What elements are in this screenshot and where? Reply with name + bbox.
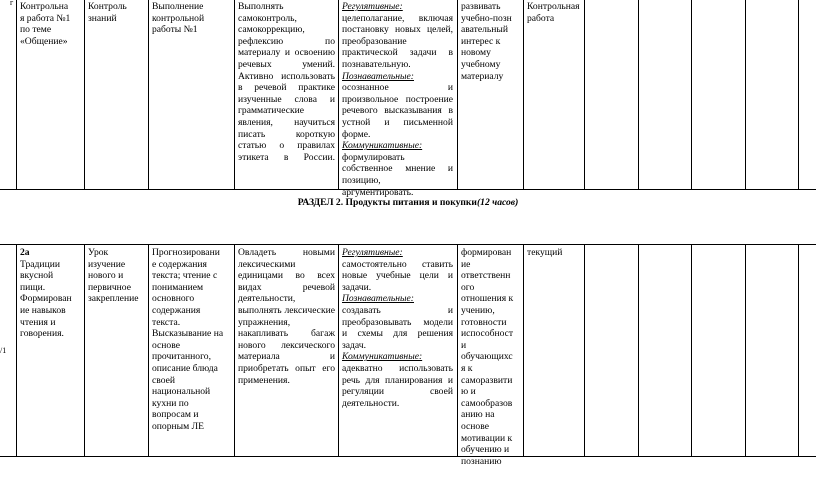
cell-text-line: речевых умений. [238, 58, 335, 70]
cell-text-line: выполнять лексические [238, 304, 335, 316]
table-border [84, 0, 85, 189]
cell-text-line: основе [152, 339, 180, 351]
cell-text-line: вопросам и [152, 409, 199, 421]
cell-text-line: описание блюда [152, 362, 218, 374]
cell-text-line: самообразов [461, 397, 513, 409]
cell-text-line: преобразование [342, 35, 407, 47]
cell-text-line: основного [152, 293, 195, 305]
table-border [523, 244, 524, 456]
lesson-topic-cell [20, 247, 82, 340]
cell-text-line: статью о правилах [238, 140, 335, 152]
cell-text-line: адекватно использовать [342, 362, 453, 374]
cell-text-line: готовности [461, 316, 507, 328]
cell-text-line: учению, [461, 304, 495, 316]
cell-text-line: целеполагание, включая [342, 12, 453, 24]
table-border [523, 0, 524, 189]
cell-text-line: авательный [461, 24, 508, 36]
cell-text-line: говорения. [20, 328, 64, 340]
lesson-number: 2а [20, 247, 30, 258]
table-border [16, 0, 17, 189]
table-border [338, 244, 339, 456]
cell-text-line: нового лексического [238, 339, 335, 351]
table-border [457, 244, 458, 456]
personal-results-cell [461, 247, 523, 467]
cell-text-line: Контрольная [527, 1, 580, 12]
row-number-fragment: /1 [0, 346, 7, 355]
cell-text-line: Выполнение [152, 1, 204, 12]
activity-cell [152, 1, 232, 36]
cell-text-line: ие навыков [20, 304, 66, 316]
cell-text-line: задач. [342, 339, 367, 351]
cell-text-line: материалу и освоению [238, 47, 335, 59]
cell-text-line: Традиции [20, 258, 60, 270]
cell-text-line: лексическими [238, 258, 296, 270]
cell-text-line: изучение [88, 258, 126, 270]
cell-text-line: чтения и [20, 316, 56, 328]
activity-cell [152, 247, 232, 433]
cell-text-line: текста; чтение с [152, 270, 218, 282]
cell-text-line: и [461, 339, 467, 351]
cell-text-line: я работа №1 [20, 12, 71, 24]
cell-text-line: саморазвити [461, 374, 513, 386]
cell-text-line: пищи. [20, 281, 46, 293]
table-border [798, 0, 799, 189]
cell-text-line: самоконтроль, [238, 12, 297, 24]
cell-text-line: задачи. [342, 281, 372, 293]
table-border [16, 244, 17, 456]
table-border [234, 244, 235, 456]
lesson-type-cell [88, 247, 146, 305]
cell-text-line: позицию, [342, 174, 381, 186]
cell-text-line: «Общение» [20, 35, 68, 47]
cell-text-line: постановку новых целей, [342, 24, 453, 36]
cell-text-line: Выполнять [238, 1, 284, 12]
cell-text-line: отношения к [461, 293, 514, 305]
cell-text-line: первичное [88, 281, 131, 293]
cell-text-line: деятельности. [342, 397, 400, 409]
cell-text-line: преобразовывать модели [342, 316, 453, 328]
cell-text-line: ответственн [461, 270, 511, 282]
cell-text-line: и схемы для решения [342, 328, 453, 340]
cell-text-line: регуляции своей [342, 386, 453, 398]
cell-text-line: Контрольна [20, 1, 69, 12]
cell-text-line: создавать и [342, 304, 453, 316]
cell-text-line: ие [461, 258, 471, 270]
cell-text-line: Прогнозировани [152, 247, 220, 258]
cell-text-line: грамматические [238, 105, 305, 117]
cell-text-line: прочитанного, [152, 351, 211, 363]
cell-text-line: Высказывание на [152, 328, 224, 340]
control-cell [527, 247, 583, 259]
cell-text-line: применения. [238, 374, 290, 386]
control-cell [527, 1, 583, 24]
cell-text-line: пониманием [152, 281, 204, 293]
cell-text-line: интерес к [461, 35, 501, 47]
cell-text-line: текста. [152, 316, 181, 328]
cell-text-line: вкусной [20, 270, 54, 282]
cell-text-line: накапливать багаж [238, 328, 335, 340]
uud-category-title: Познавательные: [342, 293, 414, 305]
cell-text-line: Активно использовать [238, 70, 335, 82]
cell-text-line: единицами во всех [238, 270, 335, 282]
cell-text-line: развивать [461, 1, 501, 12]
cell-text-line: формулировать [342, 151, 405, 163]
cell-text-line: ю и [461, 386, 476, 398]
outcomes-cell [238, 1, 335, 163]
table-border [0, 244, 816, 245]
table-border [84, 244, 85, 456]
cell-text-line: речевого высказывания в [342, 105, 453, 117]
cell-text-line: испособност [461, 328, 514, 340]
table-border [0, 456, 816, 457]
cell-text-line: учебному [461, 58, 501, 70]
row-number-fragment: г [10, 0, 14, 7]
uud-category-title: Коммуникативные: [342, 140, 423, 152]
cell-text-line: упражнения, [238, 316, 291, 328]
cell-text-line: опорным ЛЕ [152, 420, 204, 432]
cell-text-line: текущий [527, 247, 563, 258]
cell-text-line: собственное мнение и [342, 163, 453, 175]
table-border [638, 244, 639, 456]
cell-text-line: деятельности, [238, 293, 296, 305]
table-border [691, 0, 692, 189]
cell-text-line: е содержания [152, 258, 207, 270]
cell-text-line: основе [461, 420, 489, 432]
uud-cell [342, 1, 453, 198]
cell-text-line: обучению и [461, 444, 510, 456]
cell-text-line: мотивации к [461, 432, 513, 444]
table-border [234, 0, 235, 189]
table-border [745, 244, 746, 456]
cell-text-line: осознанное и [342, 82, 453, 94]
cell-text-line: знаний [88, 12, 117, 24]
cell-text-line: Формирован [20, 293, 72, 305]
table-border [338, 0, 339, 189]
table-border [148, 244, 149, 456]
cell-text-line: материала и [238, 351, 335, 363]
cell-text-line: новые учебные цели и [342, 270, 453, 282]
cell-text-line: обучающихс [461, 351, 513, 363]
cell-text-line: аргументировать. [342, 186, 414, 198]
cell-text-line: формирован [461, 247, 512, 258]
cell-text-line: видах речевой [238, 281, 335, 293]
cell-text-line: писать короткую [238, 128, 335, 140]
cell-text-line: рефлексию по [238, 35, 335, 47]
uud-category-title: Регулятивные: [342, 1, 403, 12]
table-border [798, 244, 799, 456]
cell-text-line: содержания [152, 304, 201, 316]
cell-text-line: новому [461, 47, 491, 59]
table-border [148, 0, 149, 189]
cell-text-line: работа [527, 12, 555, 24]
cell-text-line: закрепление [88, 293, 139, 305]
table-border [457, 0, 458, 189]
outcomes-cell [238, 247, 335, 386]
cell-text-line: форме. [342, 128, 371, 140]
table-border [691, 244, 692, 456]
cell-text-line: этикета в России. [238, 151, 335, 163]
cell-text-line: по теме [20, 24, 52, 36]
table-border [745, 0, 746, 189]
cell-text-line: устной и письменной [342, 116, 453, 128]
cell-text-line: контрольной [152, 12, 205, 24]
uud-category-title: Познавательные: [342, 70, 414, 82]
cell-text-line: речь для планирования и [342, 374, 453, 386]
cell-text-line: приобретать опыт его [238, 362, 335, 374]
cell-text-line: своей [152, 374, 176, 386]
uud-category-title: Коммуникативные: [342, 351, 423, 363]
cell-text-line: я к [461, 362, 473, 374]
cell-text-line: самостоятельно ставить [342, 258, 453, 270]
cell-text-line: Урок [88, 247, 109, 258]
lesson-topic-cell [20, 1, 82, 47]
cell-text-line: практической задачи в [342, 47, 453, 59]
cell-text-line: национальной [152, 386, 211, 398]
cell-text-line: познанию [461, 455, 502, 467]
personal-results-cell [461, 1, 523, 82]
cell-text-line: учебно-позн [461, 12, 512, 24]
cell-text-line: нового и [88, 270, 124, 282]
uud-category-title: Регулятивные: [342, 247, 403, 258]
table-border [584, 244, 585, 456]
section-heading: РАЗДЕЛ 2. Продукты питания и покупки(12 часов) [297, 197, 519, 208]
cell-text-line: Овладеть новыми [238, 247, 335, 258]
lesson-type-cell [88, 1, 146, 24]
uud-cell [342, 247, 453, 409]
cell-text-line: произвольное построение [342, 93, 453, 105]
cell-text-line: познавательную. [342, 58, 411, 70]
cell-text-line: кухни по [152, 397, 189, 409]
cell-text-line: явления, научиться [238, 116, 335, 128]
cell-text-line: Контроль [88, 1, 127, 12]
cell-text-line: материалу [461, 70, 504, 82]
cell-text-line: самокоррекцию, [238, 24, 305, 36]
cell-text-line: изученные слова и [238, 93, 335, 105]
cell-text-line: ого [461, 281, 475, 293]
cell-text-line: в речевой практике [238, 82, 335, 94]
table-border [638, 0, 639, 189]
cell-text-line: анию на [461, 409, 495, 421]
cell-text-line: работы №1 [152, 24, 198, 36]
table-border [584, 0, 585, 189]
